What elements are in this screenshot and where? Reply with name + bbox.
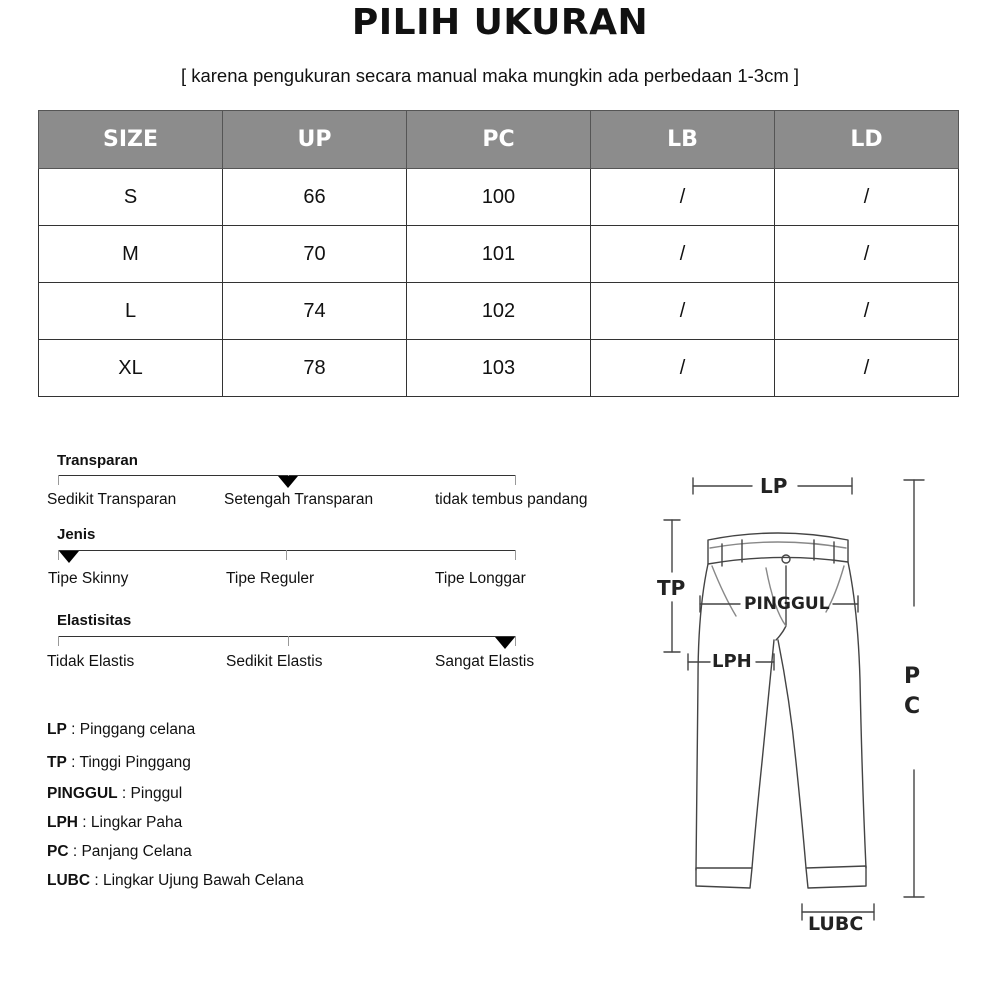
- cell-up: 74: [223, 283, 407, 340]
- scale-title-transparan: Transparan: [57, 452, 138, 469]
- cell-size: L: [39, 283, 223, 340]
- header-pc: PC: [407, 111, 591, 169]
- label-lph: LPH: [712, 651, 752, 672]
- label-pc-c: C: [904, 694, 921, 719]
- button-icon: [782, 555, 790, 563]
- scale-title-elastisitas: Elastisitas: [57, 612, 132, 629]
- cell-lb: /: [591, 169, 775, 226]
- label-tp: TP: [657, 576, 686, 600]
- header-size: SIZE: [39, 111, 223, 169]
- cell-lb: /: [591, 226, 775, 283]
- cell-pc: 102: [407, 283, 591, 340]
- legend-item-pc: PC : Panjang Celana: [47, 843, 192, 860]
- label-lp: LP: [760, 474, 788, 498]
- label-pc-p: P: [904, 664, 921, 689]
- cell-pc: 101: [407, 226, 591, 283]
- cell-pc: 100: [407, 169, 591, 226]
- scale-label-setengah-transparan: Setengah Transparan: [224, 491, 374, 508]
- scale-label-sedikit-transparan: Sedikit Transparan: [47, 491, 177, 508]
- scale-label-sangat-elastis: Sangat Elastis: [435, 653, 535, 670]
- cell-ld: /: [775, 283, 959, 340]
- legend-item-lp: LP : Pinggang celana: [47, 721, 196, 738]
- cell-ld: /: [775, 169, 959, 226]
- cell-up: 66: [223, 169, 407, 226]
- cell-pc: 103: [407, 340, 591, 397]
- scale-label-tipe-longgar: Tipe Longgar: [435, 570, 526, 587]
- cell-size: M: [39, 226, 223, 283]
- cell-ld: /: [775, 226, 959, 283]
- legend-item-lubc: LUBC : Lingkar Ujung Bawah Celana: [47, 872, 304, 889]
- cell-lb: /: [591, 283, 775, 340]
- legend-item-lph: LPH : Lingkar Paha: [47, 814, 183, 831]
- scale-label-tipe-skinny: Tipe Skinny: [48, 570, 129, 587]
- cell-up: 78: [223, 340, 407, 397]
- cell-size: XL: [39, 340, 223, 397]
- measurement-note: [ karena pengukuran secara manual maka mungkin ada perbedaan 1-3cm ]: [180, 65, 800, 86]
- waistband: [708, 533, 848, 564]
- cell-lb: /: [591, 340, 775, 397]
- cell-up: 70: [223, 226, 407, 283]
- header-lb: LB: [591, 111, 775, 169]
- label-lubc: LUBC: [808, 913, 864, 935]
- scale-title-jenis: Jenis: [57, 526, 96, 543]
- scale-label-tidak-elastis: Tidak Elastis: [47, 653, 135, 670]
- legend-item-tp: TP : Tinggi Pinggang: [47, 754, 191, 771]
- scale-label-tipe-reguler: Tipe Reguler: [226, 570, 315, 587]
- header-up: UP: [223, 111, 407, 169]
- cell-size: S: [39, 169, 223, 226]
- header-ld: LD: [775, 111, 959, 169]
- cell-ld: /: [775, 340, 959, 397]
- page-title: PILIH UKURAN: [351, 2, 649, 43]
- legend-item-pinggul: PINGGUL : Pinggul: [47, 785, 183, 802]
- label-pinggul: PINGGUL: [744, 594, 830, 614]
- scale-label-sedikit-elastis: Sedikit Elastis: [226, 653, 323, 670]
- scale-label-tidak-tembus-pandang: tidak tembus pandang: [435, 491, 588, 508]
